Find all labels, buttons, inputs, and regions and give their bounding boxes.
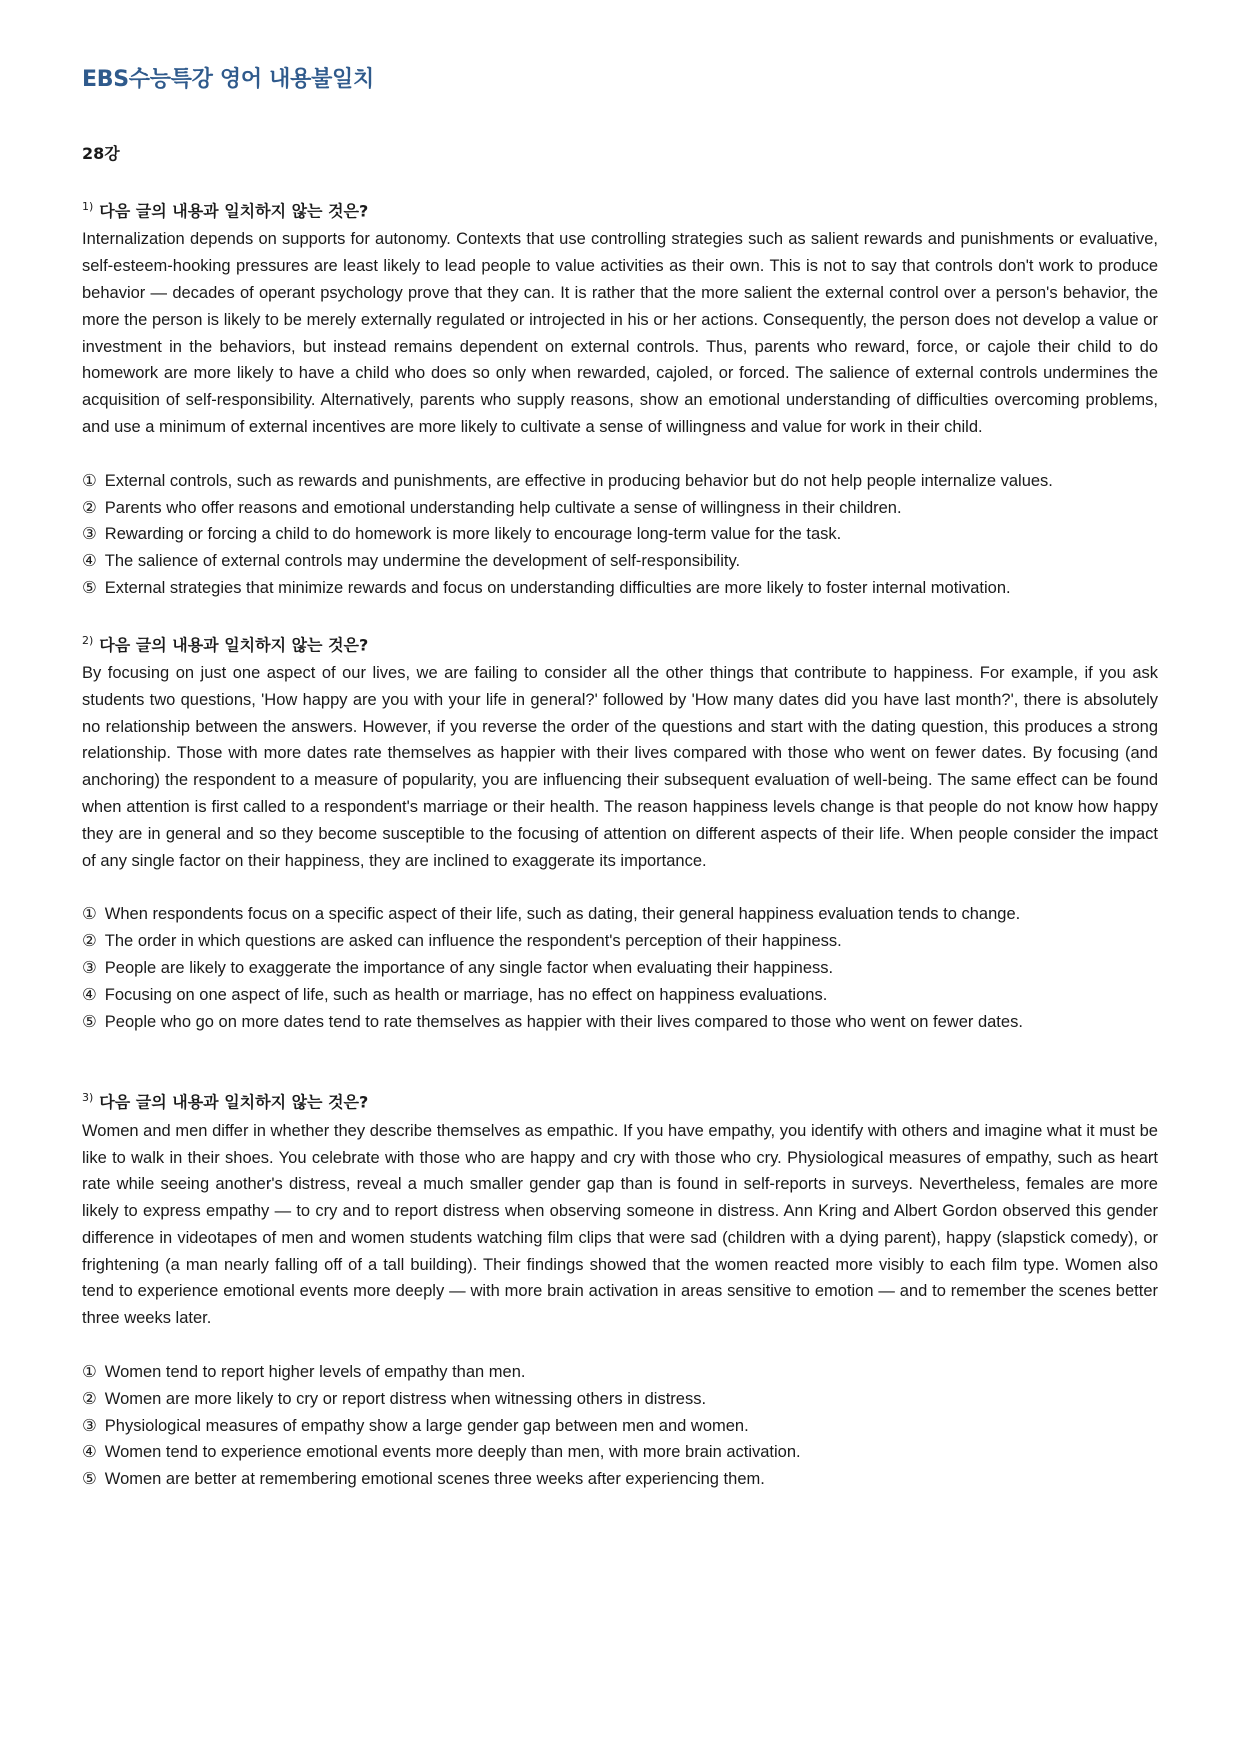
choice-marker: ② xyxy=(82,932,97,951)
choice-marker: ⑤ xyxy=(82,1012,97,1031)
answer-choices xyxy=(82,468,1158,602)
answer-choice-4[interactable] xyxy=(82,548,1158,575)
choice-text: When respondents focus on a specific aspect of their life, such as dating, their general happiness evaluation tends to change. xyxy=(104,905,1021,924)
choice-text: External controls, such as rewards and punishments, are effective in producing behavior but do not help people internalize values. xyxy=(104,471,1053,490)
question-3 xyxy=(82,1085,1158,1493)
answer-choice-1[interactable] xyxy=(82,1359,1158,1386)
answer-choice-4[interactable] xyxy=(82,1439,1158,1466)
question-number: 1) xyxy=(82,200,94,213)
choice-marker: ④ xyxy=(82,552,97,571)
question-number: 3) xyxy=(82,1091,94,1105)
question-passage: Internalization depends on supports for autonomy. Contexts that use controlling strategies such as salient rewards and punishments or evaluative, self-esteem-hooking pressures are least likely to lead people to value activities as their own. This is not to say that controls don't work to produce behavior — decades of operant psychology prove that they can. It is rather that the more salient the external control over a person's behavior, the more the person is likely to be merely externally regulated or introjected in his or her actions. Consequently, the person does not develop a value or investment in the behaviors, but instead remains dependent on external controls. Thus, parents who reward, force, or cajole their child to do homework are more likely to have a child who does so only when rewarded, cajoled, or forced. The salience of external controls undermines the acquisition of self-responsibility. Alternatively, parents who supply reasons, show an emotional understanding of difficulties overcoming problems, and use a minimum of external incentives are more likely to cultivate a sense of willingness and value for work in their child. xyxy=(82,230,1158,436)
question-prompt: 다음 글의 내용과 일치하지 않는 것은? xyxy=(99,1092,369,1112)
question-prompt: 다음 글의 내용과 일치하지 않는 것은? xyxy=(99,635,369,655)
answer-choice-1[interactable] xyxy=(82,468,1158,495)
choice-marker: ② xyxy=(82,1389,97,1408)
choice-marker: ④ xyxy=(82,985,97,1004)
question-passage: By focusing on just one aspect of our lives, we are failing to consider all the other things that contribute to happiness. For example, if you ask students two questions, 'How happy are you with your life in general?' followed by 'How many dates did you have last month?', there is absolutely no relationship between the answers. However, if you reverse the order of the questions and start with the dating question, this produces a strong relationship. Those with more dates rate themselves as happier with their lives compared with those who went on fewer dates. By focusing (and anchoring) the respondent to a measure of popularity, you are influencing their subsequent evaluation of well-being. The same effect can be found when attention is first called to a respondent's marriage or their health. The reason happiness levels change is that people do not know how happy they are in general and so they become susceptible to the focusing of attention on different aspects of their life. When people consider the impact of any single factor on their happiness, they are inclined to exaggerate its importance. xyxy=(82,664,1158,870)
choice-text: The order in which questions are asked can influence the respondent's perception of their happiness. xyxy=(104,932,842,951)
choice-marker: ④ xyxy=(82,1443,97,1462)
choice-marker: ⑤ xyxy=(82,578,97,597)
choice-text: Women are better at remembering emotional scenes three weeks after experiencing them. xyxy=(104,1470,765,1489)
question-2 xyxy=(82,628,1158,1036)
choice-text: People are likely to exaggerate the importance of any single factor when evaluating their happiness. xyxy=(104,958,834,977)
choice-text: External strategies that minimize rewards and focus on understanding difficulties are more likely to foster internal motivation. xyxy=(104,578,1011,597)
answer-choice-2[interactable] xyxy=(82,495,1158,522)
choice-text: Focusing on one aspect of life, such as health or marriage, has no effect on happiness evaluations. xyxy=(104,985,828,1004)
choice-text: Women tend to experience emotional events more deeply than men, with more brain activation. xyxy=(104,1443,801,1462)
choice-marker: ③ xyxy=(82,525,97,544)
answer-choice-3[interactable] xyxy=(82,521,1158,548)
choice-marker: ① xyxy=(82,1363,97,1382)
choice-marker: ① xyxy=(82,905,97,924)
question-header xyxy=(82,628,1158,658)
answer-choice-2[interactable] xyxy=(82,928,1158,955)
choice-marker: ⑤ xyxy=(82,1470,97,1489)
answer-choice-4[interactable] xyxy=(82,982,1158,1009)
answer-choice-3[interactable] xyxy=(82,1413,1158,1440)
choice-marker: ③ xyxy=(82,1416,97,1435)
question-passage: Women and men differ in whether they describe themselves as empathic. If you have empathy, you identify with others and imagine what it must be like to walk in their shoes. You celebrate with those who are happy and cry with those who cry. Physiological measures of empathy, such as heart rate while seeing another's distress, reveal a much smaller gender gap than is found in self-reports in surveys. Nevertheless, females are more likely to express empathy — to cry and to report distress when observing someone in distress. Ann Kring and Albert Gordon observed this gender difference in videotapes of men and women students watching film clips that were sad (children with a dying parent), happy (slapstick comedy), or frightening (a man nearly falling off of a tall building). Their findings showed that the women reacted more visibly to each film type. Women also tend to experience emotional events more deeply — with more brain activation in areas sensitive to emotion — and to remember the scenes better three weeks later. xyxy=(82,1121,1158,1328)
question-prompt: 다음 글의 내용과 일치하지 않는 것은? xyxy=(99,201,369,221)
question-1 xyxy=(82,194,1158,602)
answer-choice-5[interactable] xyxy=(82,1466,1158,1493)
choice-text: Physiological measures of empathy show a large gender gap between men and women. xyxy=(104,1416,749,1435)
choice-text: Women are more likely to cry or report distress when witnessing others in distress. xyxy=(104,1389,707,1408)
choice-text: The salience of external controls may undermine the development of self-responsibility. xyxy=(104,552,741,571)
choice-marker: ① xyxy=(82,471,97,490)
choice-text: Parents who offer reasons and emotional understanding help cultivate a sense of willingness in their children. xyxy=(104,498,902,517)
question-number: 2) xyxy=(82,633,94,647)
lesson-label: 28강 xyxy=(82,144,120,163)
question-header xyxy=(82,194,1158,224)
answer-choices xyxy=(82,1359,1158,1493)
answer-choice-3[interactable] xyxy=(82,955,1158,982)
answer-choice-5[interactable] xyxy=(82,1009,1158,1036)
choice-text: Women tend to report higher levels of empathy than men. xyxy=(104,1363,526,1382)
answer-choice-1[interactable] xyxy=(82,901,1158,928)
answer-choices xyxy=(82,901,1158,1035)
answer-choice-2[interactable] xyxy=(82,1386,1158,1413)
question-header xyxy=(82,1085,1158,1115)
choice-marker: ② xyxy=(82,498,97,517)
choice-text: Rewarding or forcing a child to do homework is more likely to encourage long-term value for the task. xyxy=(104,525,842,544)
choice-marker: ③ xyxy=(82,958,97,977)
document-title: EBS수능특강 영어 내용불일치 xyxy=(82,67,374,92)
choice-text: People who go on more dates tend to rate themselves as happier with their lives compared to those who went on fewer dates. xyxy=(104,1012,1023,1031)
answer-choice-5[interactable] xyxy=(82,575,1158,602)
